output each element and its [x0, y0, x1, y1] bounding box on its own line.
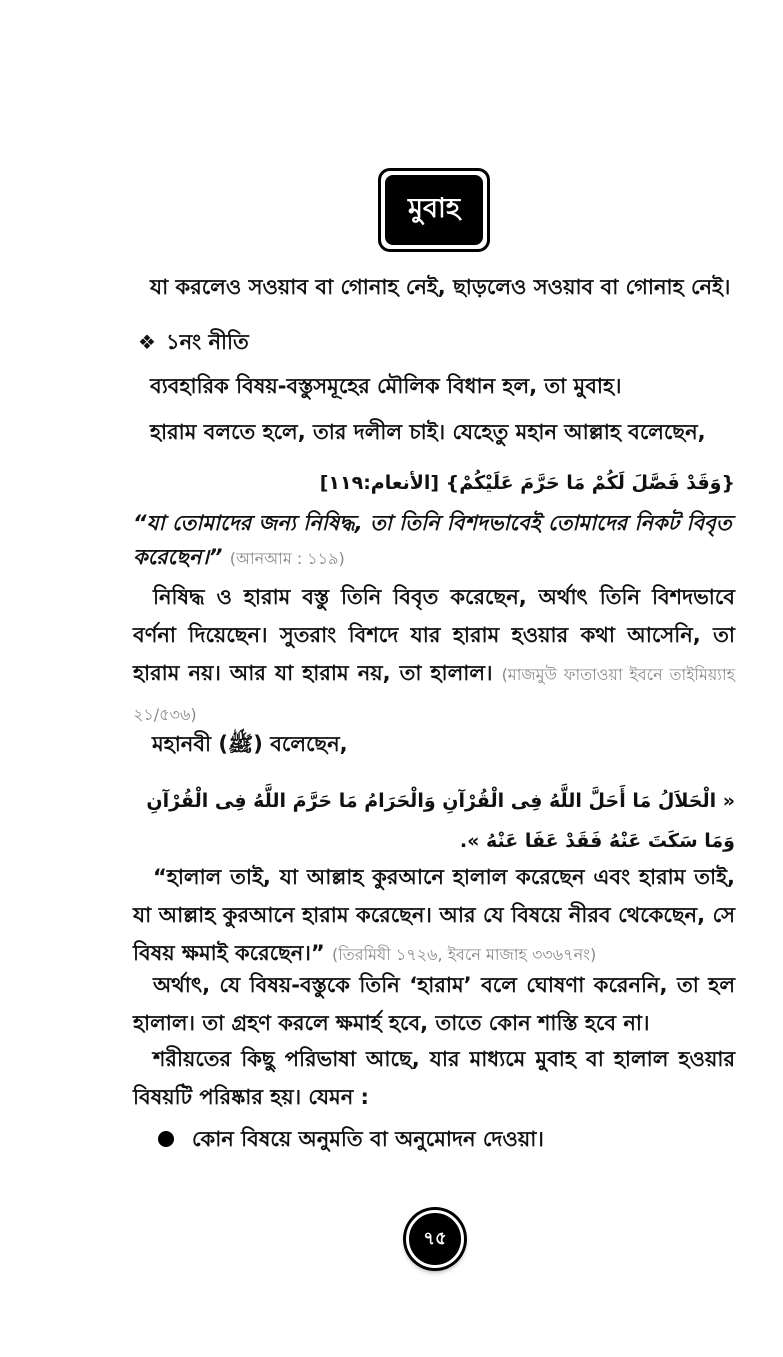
rule-line-1: ব্যবহারিক বিষয়-বস্তুসমূহের মৌলিক বিধান হল, তা মুবাহ।: [150, 374, 622, 398]
verse-arabic: {وَقَدْ فَصَّلَ لَكُمْ مَا حَرَّمَ عَلَيْكُمْ} [الأنعام:١١٩]: [319, 472, 735, 494]
hadith-reference: (তিরমিযী ১৭২৬, ইবনে মাজাহ ৩৩৬৭নং): [331, 945, 597, 964]
paragraph-2: অর্থাৎ, যে বিষয়-বস্তুকে তিনি ‘হারাম’ বলে ঘোষণা করেননি, তা হল হালাল। তা গ্রহণ করলে ক্ষমার্হ হবে, তাতে কোন শাস্তি হবে না।: [133, 973, 735, 1035]
paragraph-1-reference: (মাজমুউ ফাতাওয়া ইবনে তাইমিয়্যাহ ২১/৫৩৬): [133, 665, 735, 724]
hadith-translation: “হালাল তাই, যা আল্লাহ কুরআনে হালাল করেছেন এবং হারাম তাই, যা আল্লাহ কুরআনে হারাম করেছেন। আর যে বিষয়ে নীরব থেকেছেন, সে বিষয় ক্ষমাই করেছেন।”: [133, 865, 735, 965]
diamond-icon: ❖: [138, 330, 156, 354]
section-heading: [138, 328, 249, 356]
paragraph-3: শরীয়তের কিছু পরিভাষা আছে, যার মাধ্যমে মুবাহ বা হালাল হওয়ার বিষয়টি পরিষ্কার হয়। যেমন :: [133, 1047, 735, 1109]
paragraph-1-text: নিষিদ্ধ ও হারাম বস্তু তিনি বিবৃত করেছেন, অর্থাৎ তিনি বিশদভাবে বর্ণনা দিয়েছেন। সুতরাং বিশদে যার হারাম হওয়ার কথা আসেনি, তা হারাম নয়। আর যা হারাম নয়, তা হালাল।: [133, 585, 735, 685]
hadith-arabic: « الْحَلاَلُ مَا أَحَلَّ اللَّهُ فِى الْقُرْآنِ وَالْحَرَامُ مَا حَرَّمَ اللَّهُ فِى الْقُرْآنِ وَمَا سَكَتَ عَنْهُ فَقَدْ عَفَا عَنْهُ ».: [146, 790, 735, 852]
bullet-icon: [158, 1131, 174, 1147]
section-heading-label: ১নং নীতি: [165, 330, 249, 354]
page-number: ৭৫: [406, 1210, 464, 1268]
hadith-translation-block: [133, 858, 735, 974]
verse-translation: “যা তোমাদের জন্য নিষিদ্ধ, তা তিনি বিশদভাবেই তোমাদের নিকট বিবৃত করেছেন।”: [133, 511, 732, 569]
definition-text: যা করলেও সওয়াব বা গোনাহ নেই, ছাড়লেও সওয়াব বা গোনাহ নেই।: [150, 275, 731, 299]
prophet-said: মহানবী (ﷺ) বলেছেন,: [152, 732, 348, 756]
verse-translation-block: [133, 506, 735, 576]
chapter-title-box: [378, 168, 490, 252]
chapter-title: মুবাহ: [385, 175, 483, 245]
bullet-item-1: কোন বিষয়ে অনুমতি বা অনুমোদন দেওয়া।: [192, 1127, 544, 1151]
paragraph-1: [133, 578, 735, 734]
rule-line-2: হারাম বলতে হলে, তার দলীল চাই। যেহেতু মহান আল্লাহ বলেছেন,: [150, 420, 706, 444]
verse-reference: (আনআম : ১১৯): [229, 549, 345, 568]
